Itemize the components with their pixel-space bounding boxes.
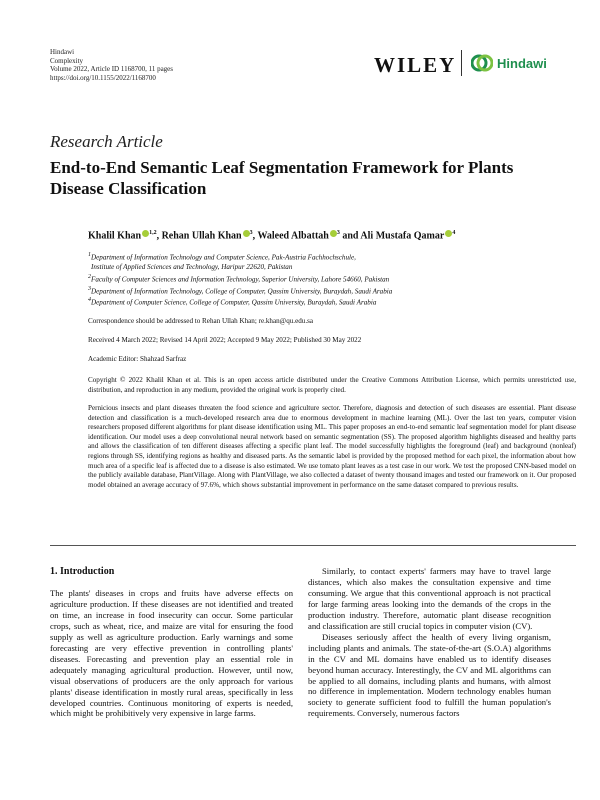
author-name[interactable]: Rehan Ullah Khan: [161, 230, 242, 242]
author-name[interactable]: Waleed Albattah: [257, 230, 329, 242]
author-affiliation-ref: 3: [249, 230, 253, 236]
affiliation-line: [88, 296, 392, 308]
affiliation-number: 3: [88, 285, 91, 292]
body-paragraph: The plants' diseases in crops and fruits have adverse effects on agriculture production. If these diseases are not identified and treated on time, an increase in food insecurity can occur. Some particular crops, such as wheat, rice, and maize are vital for ensuring the food supply as well as agriculture production. Early warnings and some forecasting are very effective prevention in controlling plants' diseases. Forecasting and prevention play an essential role in adequately managing agricultural production. However, until now, visual observations of producers are the only approach for various plants' disease identification in mostly rural areas, specifically in less developed countries. Continuous monitoring of experts is needed, which might be prohibitively very expensive in large farms.: [50, 588, 293, 719]
section-heading: 1. Introduction: [50, 566, 115, 577]
author-affiliation-ref: 1,2: [149, 230, 157, 236]
author-affiliation-ref: 3: [336, 230, 340, 236]
copyright-notice: Copyright © 2022 Khalil Khan et al. This is an open access article distributed under the Creative Commons Attribution License, which permits unrestricted use, distribution, and reproduction in any medium, provided the original work is properly cited.: [88, 376, 576, 394]
hindawi-logo: [471, 51, 547, 75]
journal-meta: [50, 48, 173, 82]
affiliation-line: [88, 263, 392, 273]
affiliation-number: 2: [88, 273, 91, 280]
abstract: Pernicious insects and plant diseases threaten the food science and agriculture sector. Therefore, diagnosis and detection of such diseases are essential. Plant disease detection and classification is a much-developed research area due to enormous development in machine learning (ML). Over the last ten years, computer vision researchers proposed different algorithms for plant disease identification using ML. This paper proposes an end-to-end semantic leaf segmentation model for plant disease identification. Our model uses a deep convolutional neural network based on semantic segmentation (SS). The proposed algorithm highlights diseased and healthy parts and allows the classification of ten different diseases affecting a specific plant leaf. The model successfully highlights the foreground (leaf) and background (nonleaf) regions through SS, identifying regions as healthy and diseased parts. As the semantic label is provided by the proposed method for each pixel, the information about how much area of a specific leaf is affected due to a disease is also estimated. We use tomato plant leaves as a test case in our work. We test the proposed CNN-based model on the publicly available database, PlantVillage. Along with PlantVillage, we also collected a dataset of twenty thousand images and tested our framework on it. Our proposed model obtained an average accuracy of 97.6%, which shows substantial improvement in performance on the same dataset compared to previous results.: [88, 404, 576, 489]
affiliation-line: [88, 285, 392, 297]
author-separator: and: [342, 230, 359, 242]
author-separator: ,: [156, 230, 160, 242]
body-column-left: [50, 588, 293, 719]
affiliation-text: Department of Information Technology and Computer Science, Pak-Austria Fachhochschule,: [91, 253, 356, 262]
volume-info: Volume 2022, Article ID 1168700, 11 pages: [50, 65, 174, 74]
logo-divider: [461, 50, 462, 76]
section-divider: [50, 545, 576, 546]
author-name[interactable]: Ali Mustafa Qamar: [360, 230, 445, 242]
affiliations: [88, 251, 392, 308]
affiliation-text: Institute of Applied Sciences and Technology, Haripur 22620, Pakistan: [91, 262, 293, 271]
doi-link[interactable]: https://doi.org/10.1155/2022/1168700: [50, 73, 156, 82]
affiliation-text: Department of Computer Science, College of Computer, Qassim University, Buraydah, Saudi Arabia: [91, 298, 377, 307]
body-paragraph: Diseases seriously affect the health of every living organism, including plants and animals. The state-of-the-art (S.O.A) algorithms in the CV and ML domains have enabled us to identify diseases beyond human accuracy. Interestingly, the CV and ML algorithms can be applied to all domains, including plants and humans, with almost no difference in implementation. Modern technology enables human society to generate sufficient food to fulfill the human population's requirements. Conversely, numerous factors: [308, 631, 551, 719]
orcid-icon[interactable]: [243, 230, 250, 237]
publisher-name: Hindawi: [50, 48, 75, 56]
author-affiliation-ref: 4: [452, 230, 456, 236]
hindawi-logo-icon: [471, 52, 493, 74]
journal-name: Complexity: [50, 56, 84, 65]
affiliation-text: Faculty of Computer Sciences and Information Technology, Superior University, Lahore 54660, Pakistan: [91, 274, 390, 283]
author-separator: ,: [252, 230, 256, 242]
affiliation-number: 4: [88, 297, 91, 304]
article-dates: Received 4 March 2022; Revised 14 April 2022; Accepted 9 May 2022; Published 30 May 2022: [88, 336, 362, 344]
author-name[interactable]: Khalil Khan: [88, 230, 142, 242]
academic-editor: Academic Editor: Shahzad Sarfraz: [88, 355, 187, 363]
article-type: Research Article: [50, 132, 163, 151]
affiliation-text: Department of Information Technology, College of Computer, Qassim University, Buraydah, Saudi Arabia: [91, 286, 393, 295]
affiliation-number: 1: [88, 252, 91, 258]
wiley-logo: WILEY: [374, 53, 457, 77]
body-column-right: [308, 566, 551, 719]
article-title: End-to-End Semantic Leaf Segmentation Framework for Plants Disease Classification: [50, 158, 514, 198]
body-paragraph: Similarly, to contact experts' farmers may have to travel large distances, which also makes the consultation expensive and time consuming. We argue that this conventional approach is not practical for large farming areas looking into the demands of the crops in the production industry. Therefore, automatic plant disease recognition and classification are still crucial topics in computer vision (CV).: [308, 566, 551, 631]
affiliation-line: [88, 251, 392, 263]
hindawi-logo-text: Hindawi: [497, 55, 547, 71]
affiliation-line: [88, 273, 392, 285]
orcid-icon[interactable]: [330, 230, 337, 237]
correspondence: Correspondence should be addressed to Rehan Ullah Khan; re.khan@qu.edu.sa: [88, 317, 313, 325]
author-list: [88, 230, 455, 241]
